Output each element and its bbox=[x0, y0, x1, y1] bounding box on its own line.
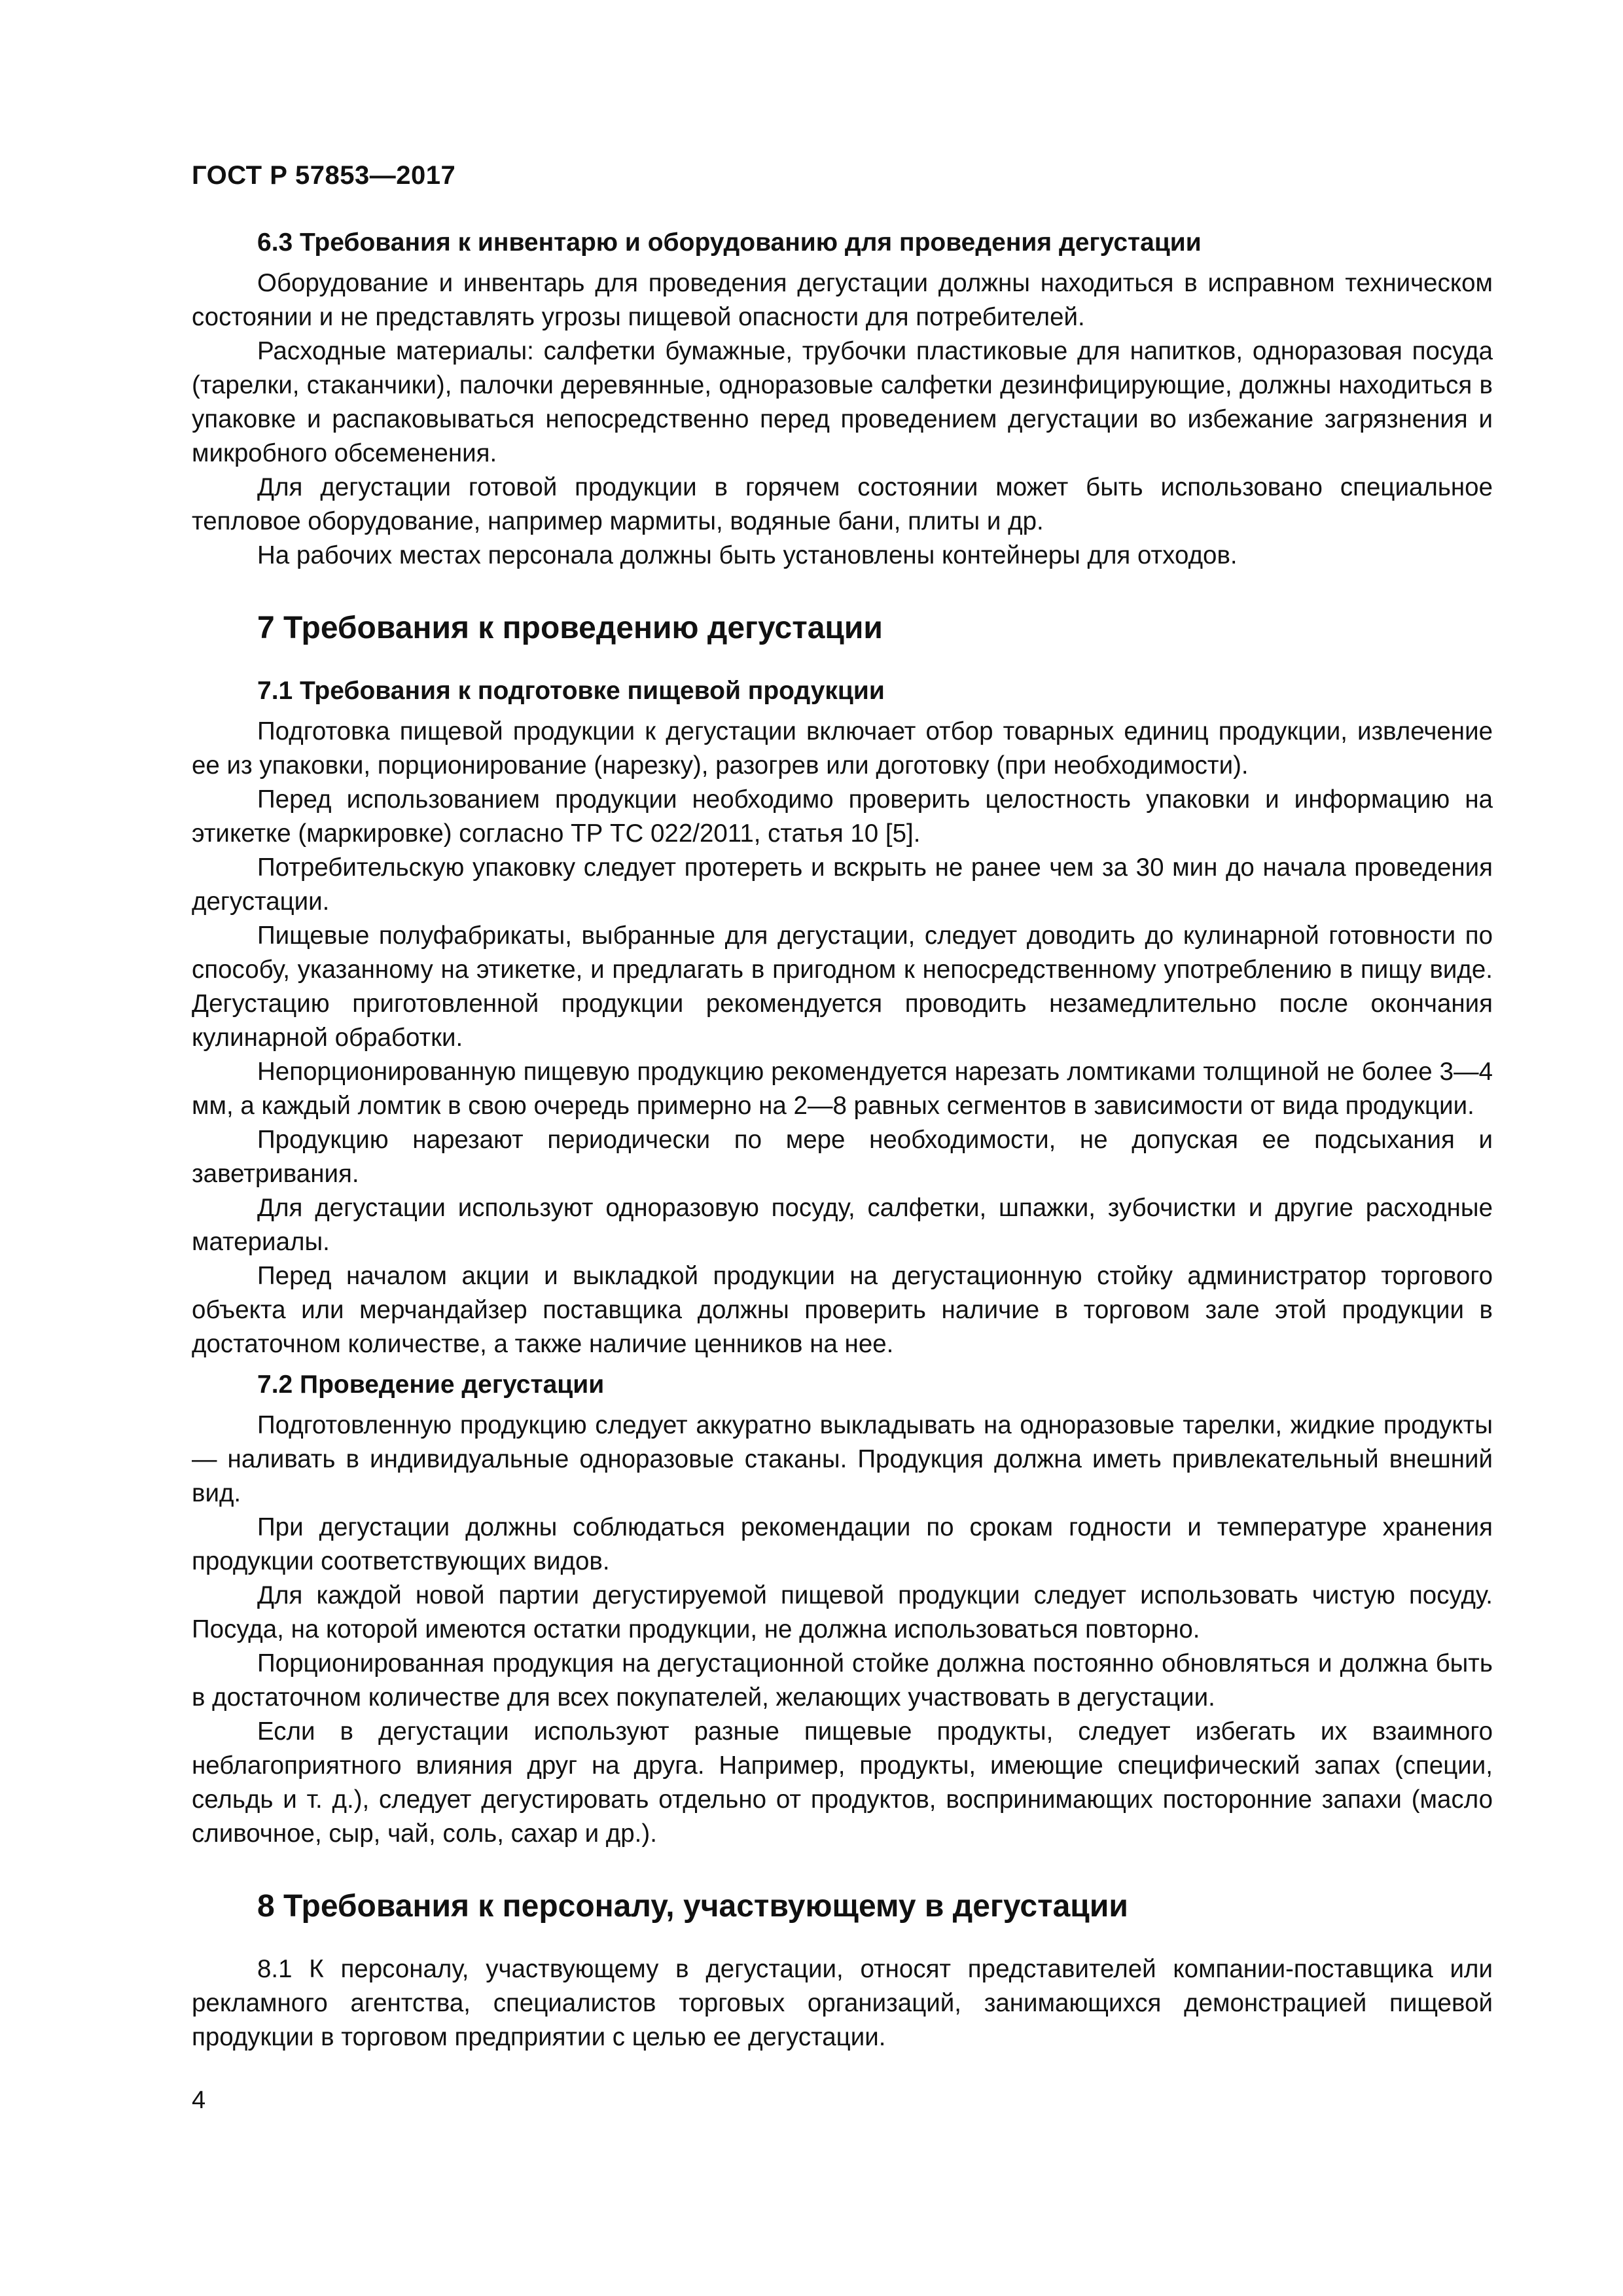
section-title-7: 7 Требования к проведению дегустации bbox=[257, 611, 883, 645]
paragraph: 8.1 К персоналу, участвующему в дегустации, относят представителей компании-поставщика или рекламного агентства, специалистов торговых организаций, занимающихся демонстрацией пищевой продукции в торговом предприятии с целью ее дегустации. bbox=[192, 1955, 1493, 2051]
paragraph: Для дегустации используют одноразовую посуду, салфетки, шпажки, зубочистки и другие расходные материалы. bbox=[192, 1194, 1493, 1256]
paragraph: Продукцию нарезают периодически по мере необходимости, не допуская ее подсыхания и заветривания. bbox=[192, 1126, 1493, 1188]
subsection-title-6-3: 6.3 Требования к инвентарю и оборудованию для проведения дегустации bbox=[257, 228, 1202, 257]
section-title-8: 8 Требования к персоналу, участвующему в дегустации bbox=[257, 1889, 1128, 1924]
paragraph: Подготовленную продукцию следует аккуратно выкладывать на одноразовые тарелки, жидкие продукты — наливать в индивидуальные одноразовые стаканы. Продукция должна иметь привлекательный внешний вид. bbox=[192, 1411, 1493, 1507]
paragraph: При дегустации должны соблюдаться рекомендации по срокам годности и температуре хранения продукции соответствующих видов. bbox=[192, 1513, 1493, 1575]
paragraph: Перед использованием продукции необходимо проверить целостность упаковки и информацию на этикетке (маркировке) согласно ТР ТС 022/2011, статья 10 [5]. bbox=[192, 785, 1493, 848]
paragraph: Потребительскую упаковку следует протереть и вскрыть не ранее чем за 30 мин до начала проведения дегустации. bbox=[192, 853, 1493, 916]
paragraph: Порционированная продукция на дегустационной стойке должна постоянно обновляться и должна быть в достаточном количестве для всех покупателей, желающих участвовать в дегустации. bbox=[192, 1649, 1493, 1712]
paragraph: Для дегустации готовой продукции в горячем состоянии может быть использовано специальное тепловое оборудование, например мармиты, водяные бани, плиты и др. bbox=[192, 473, 1493, 535]
document-body bbox=[192, 226, 1493, 2054]
paragraph: На рабочих местах персонала должны быть установлены контейнеры для отходов. bbox=[257, 541, 1238, 569]
document-code: ГОСТ Р 57853—2017 bbox=[192, 161, 456, 190]
paragraph: Непорционированную пищевую продукцию рекомендуется нарезать ломтиками толщиной не более 3—4 мм, а каждый ломтик в свою очередь примерно на 2—8 равных сегментов в зависимости от вида продукции. bbox=[192, 1058, 1493, 1120]
paragraph: Перед началом акции и выкладкой продукции на дегустационную стойку администратор торгового объекта или мерчандайзер поставщика должны проверить наличие в торговом зале этой продукции в достаточном количестве, а также наличие ценников на нее. bbox=[192, 1262, 1493, 1358]
page-number: 4 bbox=[192, 2087, 206, 2114]
paragraph: Подготовка пищевой продукции к дегустации включает отбор товарных единиц продукции, извлечение ее из упаковки, порционирование (нарезку), разогрев или доготовку (при необходимости). bbox=[192, 717, 1493, 780]
paragraph: Если в дегустации используют разные пищевые продукты, следует избегать их взаимного неблагоприятного влияния друг на друга. Например, продукты, имеющие специфический запах (специи, сельдь и т. д.), следует дегустировать отдельно от продуктов, воспринимающих посторонние запахи (масло сливочное, сыр, чай, соль, сахар и др.). bbox=[192, 1717, 1493, 1848]
paragraph: Оборудование и инвентарь для проведения дегустации должны находиться в исправном техническом состоянии и не представлять угрозы пищевой опасности для потребителей. bbox=[192, 269, 1493, 331]
subsection-title-7-1: 7.1 Требования к подготовке пищевой продукции bbox=[257, 677, 885, 705]
paragraph: Для каждой новой партии дегустируемой пищевой продукции следует использовать чистую посуду. Посуда, на которой имеются остатки продукции, не должна использоваться повторно. bbox=[192, 1581, 1493, 1643]
subsection-title-7-2: 7.2 Проведение дегустации bbox=[257, 1371, 605, 1399]
paragraph: Расходные материалы: салфетки бумажные, трубочки пластиковые для напитков, одноразовая посуда (тарелки, стаканчики), палочки деревянные, одноразовые салфетки дезинфицирующие, должны находиться в упаковке и распаковываться непосредственно перед проведением дегустации во избежание загрязнения и микробного обсеменения. bbox=[192, 337, 1493, 467]
paragraph: Пищевые полуфабрикаты, выбранные для дегустации, следует доводить до кулинарной готовности по способу, указанному на этикетке, и предлагать в пригодном к непосредственному употреблению в пищу виде. Дегустацию приготовленной продукции рекомендуется проводить незамедлительно после окончания кулинарной обработки. bbox=[192, 922, 1493, 1052]
